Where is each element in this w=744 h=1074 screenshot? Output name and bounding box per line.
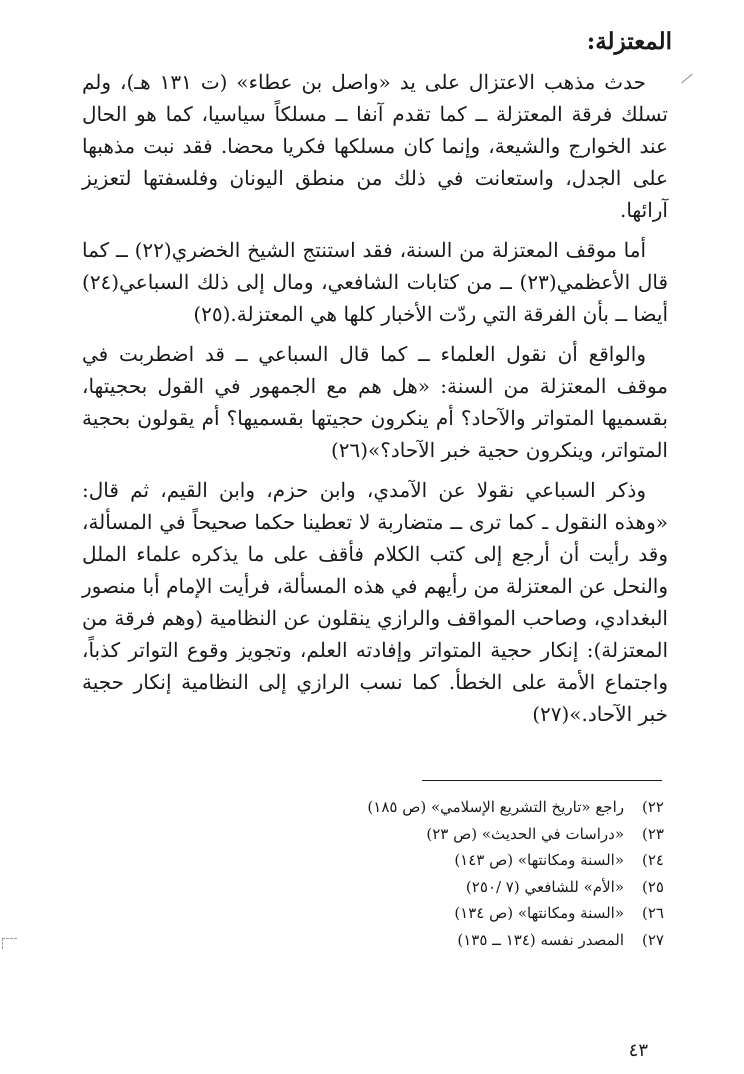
footnote-text: المصدر نفسه (١٣٤ ــ ١٣٥) bbox=[457, 930, 624, 949]
footnote-number: ٢٢) bbox=[642, 798, 664, 816]
paragraph-1: حدث مذهب الاعتزال على يد «واصل بن عطاء» (ت ١٣١ هـ)، ولم تسلك فرقة المعتزلة ــ كما تقدم آنفا ــ مسلكاً سياسيا، كما هو الحال عند الخوارج والشيعة، وإنما كان مسلكها فكريا محضا. فقد نبت مذهبها على الجدل، واستعانت في ذلك من منطق اليونان وفلسفتها لتعزيز آرائها. bbox=[82, 70, 668, 222]
body-text bbox=[82, 66, 668, 738]
footnote-number: ٢٧) bbox=[642, 930, 664, 949]
page-number: ٤٣ bbox=[628, 1040, 648, 1061]
footnote-item bbox=[304, 874, 664, 901]
footnote-number: ٢٤) bbox=[642, 851, 664, 869]
footnote-text: «دراسات في الحديث» (ص ٢٣) bbox=[426, 824, 624, 843]
paragraph-3: والواقع أن نقول العلماء ــ كما قال السباعي ــ قد اضطربت في موقف المعتزلة من السنة: «هل هم مع الجمهور في القول بحجيتها، بقسميها المتواتر والآحاد؟ أم ينكرون حجيتها بقسميها؟ أم يقولون بحجية المتواتر، وينكرون حجية خبر الآحاد؟»(٢٦) bbox=[82, 342, 668, 462]
paragraph-4: وذكر السباعي نقولا عن الآمدي، وابن حزم، وابن القيم، ثم قال: «وهذه النقول ـ كما ترى ــ متضاربة لا تعطينا حكما صحيحاً في المسألة، وقد رأيت أن أرجع إلى كتب الكلام فأقف على ما يذكره علماء الملل والنحل عن المعتزلة من رأيهم في هذه المسألة، فرأيت الإمام أبا منصور البغدادي، وصاحب المواقف والرازي ينقلون عن النظامية (وهم فرقة من المعتزلة): إنكار حجية المتواتر وإفادته العلم، وتجويز وقوع التواتر كذباً، واجتماع الأمة على الخطأ. كما نسب الرازي إلى النظامية إنكار حجية خبر الآحاد.»(٢٧) bbox=[82, 478, 668, 726]
scan-artifact-mark bbox=[681, 74, 692, 84]
footnote-text: «السنة ومكانتها» (ص ١٤٣) bbox=[454, 851, 624, 869]
section-title: المعتزلة: bbox=[586, 28, 672, 55]
footnote-item bbox=[304, 900, 664, 927]
footnote-text: «السنة ومكانتها» (ص ١٣٤) bbox=[454, 904, 624, 922]
footnotes-list bbox=[304, 794, 664, 953]
footnote-number: ٢٦) bbox=[642, 904, 664, 922]
footnote-item bbox=[304, 927, 664, 954]
footnote-number: ٢٥) bbox=[642, 877, 664, 896]
footnote-item bbox=[304, 821, 664, 848]
footnote-text: راجع «تاريخ التشريع الإسلامي» (ص ١٨٥) bbox=[367, 798, 624, 816]
footnote-item bbox=[304, 794, 664, 821]
scan-artifact-mark bbox=[2, 938, 17, 949]
footnote-separator bbox=[422, 780, 662, 781]
footnote-number: ٢٣) bbox=[642, 824, 664, 843]
paragraph-2: أما موقف المعتزلة من السنة، فقد استنتج الشيخ الخضري(٢٢) ــ كما قال الأعظمي(٢٣) ــ من كتابات الشافعي، ومال إلى ذلك السباعي(٢٤) أيضا ــ بأن الفرقة التي ردّت الأخبار كلها هي المعتزلة.(٢٥) bbox=[82, 238, 668, 326]
footnote-item bbox=[304, 847, 664, 874]
footnote-text: «الأم» للشافعي (٧ /٢٥٠) bbox=[465, 877, 624, 896]
